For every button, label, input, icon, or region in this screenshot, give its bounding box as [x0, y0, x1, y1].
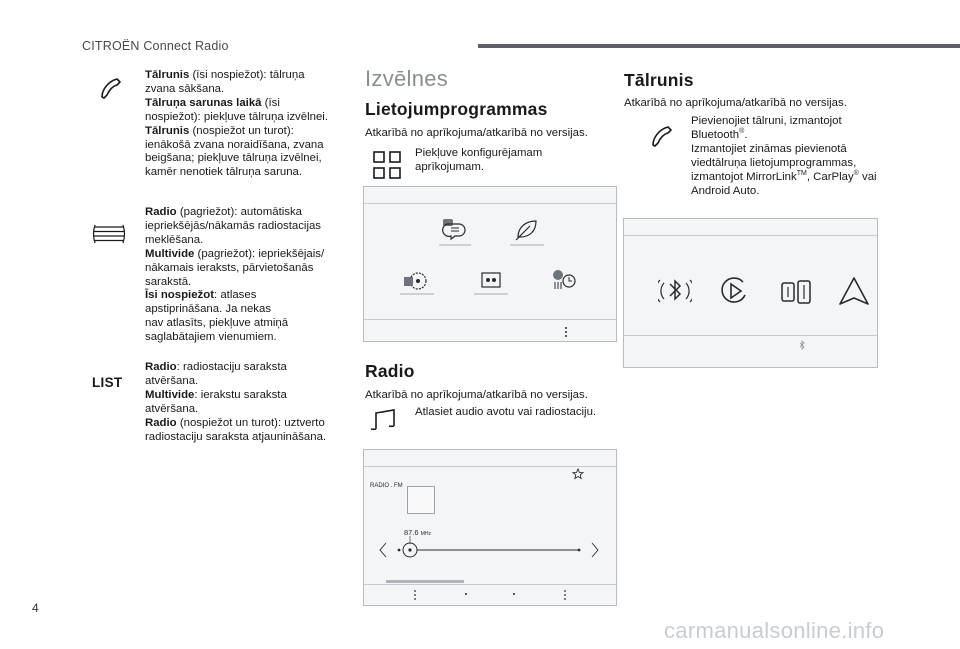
- thumbwheel-icon: [92, 224, 126, 244]
- band-label: RADIO . FM: [370, 483, 403, 489]
- text-line: Bluetooth®.: [691, 128, 748, 141]
- text-line: meklēšana.: [145, 233, 204, 246]
- text-line: radiostaciju saraksta atjaunināšana.: [145, 430, 327, 443]
- apps-screen: [363, 186, 617, 342]
- favourite-star-icon[interactable]: [572, 468, 584, 480]
- text-line: Radio: radiostaciju saraksta: [145, 361, 287, 373]
- text-line: saglabātajiem vienumiem.: [145, 331, 277, 344]
- text-line: nav atlasīts, piekļuve atmiņā: [145, 317, 289, 330]
- station-artwork: [407, 486, 435, 514]
- phone-heading: Tālrunis: [624, 70, 694, 90]
- phone-control-text: [145, 69, 328, 180]
- eco-leaf-icon[interactable]: [510, 215, 544, 247]
- carplay-icon[interactable]: [718, 275, 750, 307]
- text-line: Izmantojiet zināmas pievienotā: [691, 142, 847, 155]
- climate-timer-icon[interactable]: [547, 265, 581, 297]
- phone-description: [691, 115, 877, 198]
- bluetooth-small-icon: [798, 340, 806, 352]
- text-line: Pievienojiet tālruni, izmantojot: [691, 115, 842, 127]
- text-line: Tālruņa sarunas laikā (īsi: [145, 96, 280, 109]
- text-line: nospiežot): piekļuve tālruņa izvēlnei.: [145, 110, 328, 123]
- phone-screen: [623, 218, 878, 368]
- radio-description: Atlasiet audio avotu vai radiostaciju.: [415, 406, 597, 418]
- phone-icon: [97, 75, 125, 103]
- apps-availability: Atkarībā no aprīkojuma/atkarībā no versijas.: [365, 127, 588, 139]
- text-line: izmantojot MirrorLink™, CarPlay® vai: [691, 169, 877, 183]
- music-note-icon: [368, 407, 400, 435]
- text-line: Radio (nospiežot un turot): uztverto: [145, 416, 325, 429]
- list-button-label: LIST: [92, 375, 123, 390]
- apps-grid-icon: [372, 150, 402, 180]
- text-line: zvana sākšana.: [145, 82, 225, 95]
- text-line: Multivide: ierakstu saraksta: [145, 388, 287, 401]
- header-bar: [478, 44, 960, 48]
- text-line: sarakstā.: [145, 275, 192, 288]
- text-line: beigšana; piekļuve tālruņa izvēlnei,: [145, 152, 322, 165]
- apps-description: Piekļuve konfigurējamam aprīkojumam.: [415, 147, 543, 173]
- connected-services-icon[interactable]: [439, 215, 473, 247]
- bluetooth-icon[interactable]: [658, 274, 692, 308]
- text-line: iepriekšējās/nākamās radiostacijas: [145, 219, 322, 232]
- watermark: carmanualsonline.info: [664, 618, 885, 643]
- text-line: kamēr nenotiek tālruņa saruna.: [145, 166, 303, 179]
- dot-icon[interactable]: [463, 591, 469, 597]
- previous-station-icon[interactable]: [378, 542, 388, 558]
- text-line: Multivide (pagriežot): iepriekšējais/: [145, 247, 325, 260]
- active-tab-indicator: [386, 580, 464, 583]
- apps-heading: Lietojumprogrammas: [365, 99, 548, 119]
- text-line: Android Auto.: [691, 184, 760, 197]
- frequency-readout: 87.6 MHz: [404, 528, 431, 537]
- text-line: Radio (pagriežot): automātiska: [145, 206, 303, 218]
- menu-dots-icon[interactable]: [412, 589, 418, 601]
- text-line: Tālrunis (īsi nospiežot): tālruņa: [145, 69, 305, 81]
- vehicle-settings-icon[interactable]: [400, 265, 434, 297]
- text-line: atvēršana.: [145, 374, 199, 387]
- photo-viewer-icon[interactable]: [474, 265, 508, 297]
- list-control-text: [145, 361, 326, 444]
- radio-heading: Radio: [365, 361, 415, 381]
- frequency-slider[interactable]: [396, 536, 586, 560]
- menus-heading: Izvēlnes: [365, 66, 449, 91]
- next-station-icon[interactable]: [590, 542, 600, 558]
- text-line: atvēršana.: [145, 402, 199, 415]
- text-line: Tālrunis (nospiežot un turot):: [145, 124, 294, 137]
- phone-availability: Atkarībā no aprīkojuma/atkarībā no versijas.: [624, 97, 847, 109]
- text-line: Īsi nospiežot: atlases: [145, 289, 257, 302]
- radio-screen: [363, 449, 617, 606]
- phone-icon: [648, 123, 676, 151]
- android-auto-icon[interactable]: [838, 275, 870, 307]
- text-line: viedtālruņa lietojumprogrammas,: [691, 156, 857, 169]
- menu-dots-icon[interactable]: [562, 589, 568, 601]
- radio-availability: Atkarībā no aprīkojuma/atkarībā no versijas.: [365, 389, 588, 401]
- dot-icon[interactable]: [511, 591, 517, 597]
- text-line: apstiprināšana. Ja nekas: [145, 303, 272, 316]
- text-line: ienākošā zvana noraidīšana, zvana: [145, 138, 324, 151]
- more-options-icon[interactable]: [563, 326, 569, 338]
- page-number: 4: [32, 601, 39, 615]
- header-title: CITROËN Connect Radio: [82, 39, 229, 53]
- radio-control-text: [145, 206, 324, 345]
- text-line: nākamais ieraksts, pārvietošanās: [145, 261, 314, 274]
- mirrorlink-icon[interactable]: [779, 277, 813, 307]
